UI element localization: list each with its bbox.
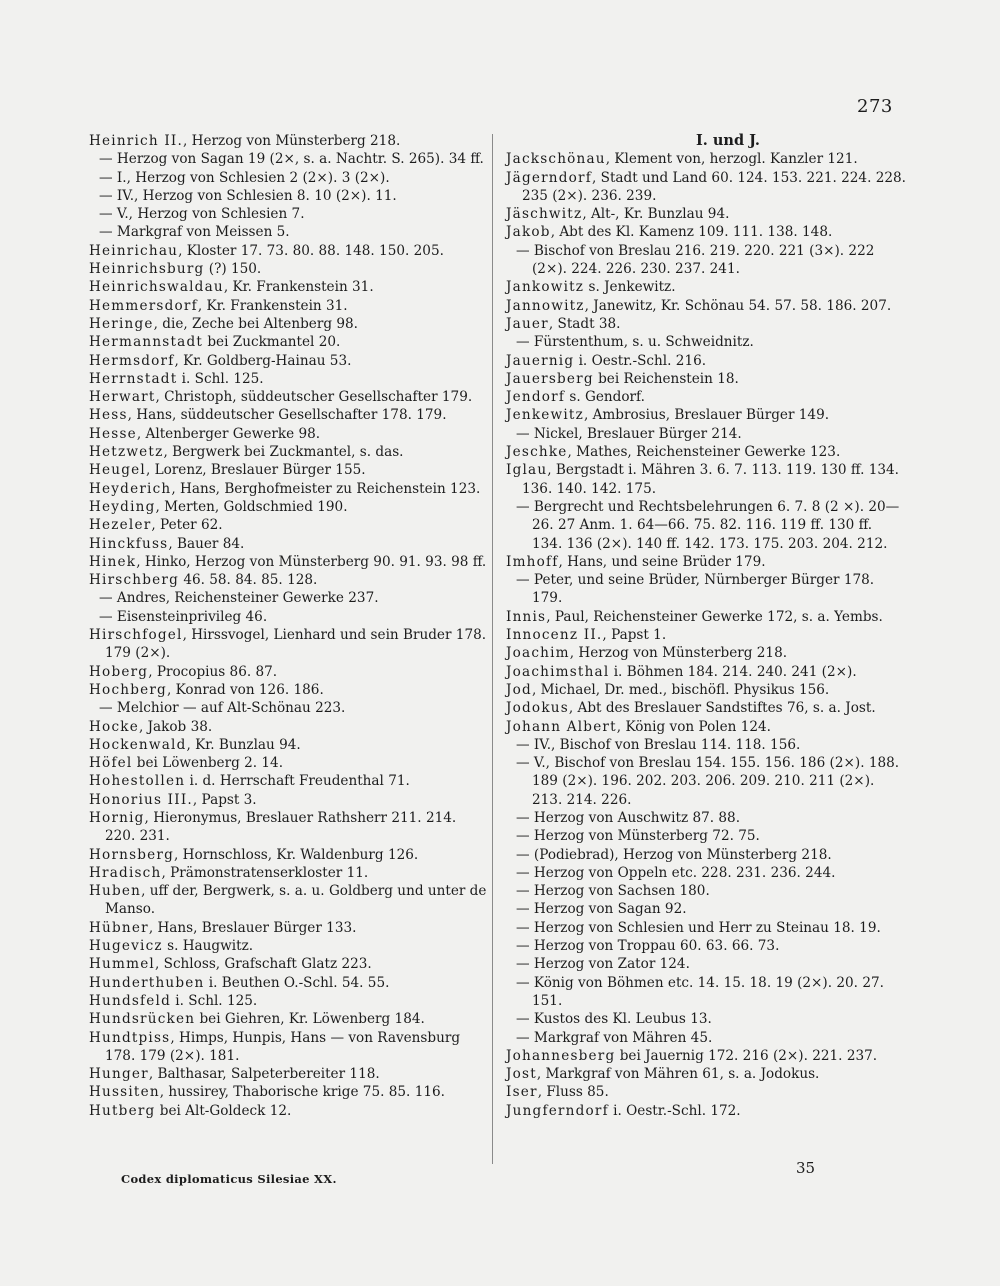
entry-text: , Peter 62.	[151, 517, 223, 534]
entry-lemma: Hezeler	[89, 517, 152, 534]
entry-text: , Hieronymus, Breslauer Rathsherr 211. 214. 220. 231.	[105, 809, 457, 845]
entry-lemma: Hussiten	[89, 1084, 160, 1101]
entry-text: — Herzog von Schlesien und Herr zu Steinau 18. 19.	[516, 919, 881, 936]
entry-lemma: Heugel	[89, 462, 146, 479]
index-subentry	[506, 242, 906, 279]
index-subentry	[506, 919, 906, 937]
index-subentry	[89, 150, 489, 168]
index-subentry	[506, 955, 906, 973]
index-entry	[89, 681, 489, 699]
entry-text: , Konrad von 126. 186.	[166, 681, 324, 698]
entry-lemma: Heringe	[89, 315, 154, 332]
entry-text: — Herzog von Oppeln etc. 228. 231. 236. 244.	[516, 864, 836, 881]
index-subentry	[506, 974, 906, 1011]
entry-lemma: Heinrichsburg	[89, 261, 205, 278]
index-entry	[506, 205, 906, 223]
index-subentry	[506, 571, 906, 608]
index-column-right	[506, 132, 906, 1120]
entry-text: , Bauer 84.	[168, 535, 245, 552]
index-entry	[89, 1083, 489, 1101]
entry-lemma: Hocke	[89, 718, 139, 735]
entry-text: — Eisensteinprivileg 46.	[99, 608, 268, 625]
index-entry	[89, 1029, 489, 1066]
index-subentry	[89, 608, 489, 626]
entry-lemma: Hinckfuss	[89, 535, 169, 552]
entry-lemma: Hesse	[89, 425, 137, 442]
index-subentry	[89, 699, 489, 717]
entry-text: , Herzog von Münsterberg 218.	[183, 133, 401, 149]
entry-text: — Herzog von Münsterberg 72. 75.	[516, 828, 760, 845]
index-entry	[89, 516, 489, 534]
entry-text: — Andres, Reichensteiner Gewerke 237.	[99, 590, 379, 607]
entry-lemma: Jost	[506, 1066, 537, 1083]
index-entry	[89, 791, 489, 809]
entry-lemma: Hunger	[89, 1066, 149, 1083]
index-entry	[89, 955, 489, 973]
entry-text: , Abt des Breslauer Sandstiftes 76, s. a. Jost.	[568, 700, 876, 717]
entry-lemma: Joachimsthal	[506, 663, 610, 680]
index-entry	[506, 1102, 906, 1120]
entry-lemma: Heyding	[89, 498, 156, 515]
index-entry	[89, 736, 489, 754]
entry-text: , Hornschloss, Kr. Waldenburg 126.	[174, 846, 419, 863]
entry-lemma: Hornig	[89, 809, 145, 826]
index-entry	[506, 370, 906, 388]
index-entry	[89, 553, 489, 571]
index-entry	[506, 223, 906, 241]
index-entry	[89, 333, 489, 351]
index-subentry	[506, 498, 906, 553]
entry-text: — Fürstenthum, s. u. Schweidnitz.	[516, 334, 754, 351]
index-subentry	[506, 809, 906, 827]
entry-text: (?) 150.	[204, 261, 262, 278]
entry-text: , Hans, Breslauer Bürger 133.	[148, 919, 357, 936]
entry-text: , Janewitz, Kr. Schönau 54. 57. 58. 186. 207.	[584, 297, 892, 314]
index-entry	[89, 974, 489, 992]
entry-text: , hussirey, Thaborische krige 75. 85. 116.	[159, 1084, 445, 1101]
entry-lemma: Jakob	[506, 224, 551, 241]
index-entry	[89, 388, 489, 406]
entry-text: — Herzog von Sachsen 180.	[516, 883, 710, 900]
index-entry	[89, 772, 489, 790]
entry-text: — Herzog von Sagan 92.	[516, 901, 687, 918]
entry-text: , Altenberger Gewerke 98.	[136, 425, 321, 442]
entry-lemma: Jauersberg	[506, 370, 594, 387]
entry-lemma: Hess	[89, 407, 128, 424]
entry-lemma: Hirschberg	[89, 572, 179, 589]
index-subentry	[506, 882, 906, 900]
entry-text: i. Böhmen 184. 214. 240. 241 (2×).	[609, 663, 857, 680]
index-entry	[89, 992, 489, 1010]
entry-lemma: Hundtpiss	[89, 1029, 171, 1046]
entry-lemma: Hermsdorf	[89, 352, 175, 369]
entry-lemma: Herrnstadt	[89, 370, 178, 387]
entry-text: i. Schl. 125.	[177, 370, 264, 387]
index-entry	[506, 608, 906, 626]
entry-lemma: Jackschönau	[506, 151, 606, 168]
entry-lemma: Innis	[506, 608, 547, 625]
entry-text: , Hans, und seine Brüder 179.	[558, 553, 766, 570]
entry-text: i. Oestr.-Schl. 216.	[574, 352, 707, 369]
entry-lemma: Hornsberg	[89, 846, 175, 863]
index-entry	[89, 443, 489, 461]
entry-text: s. Haugwitz.	[162, 938, 254, 955]
index-entry	[89, 846, 489, 864]
entry-text: — V., Bischof von Breslau 154. 155. 156. 186 (2×). 188. 189 (2×). 196. 202. 203. 206. 209. 210. 211 (2×). 213. 214. 226.	[516, 755, 900, 808]
page-number: 273	[857, 96, 893, 117]
entry-lemma: Jauer	[506, 315, 549, 332]
entry-text: , Markgraf von Mähren 61, s. a. Jodokus.	[536, 1066, 820, 1083]
index-entry	[89, 535, 489, 553]
index-entry	[506, 626, 906, 644]
entry-text: — Nickel, Breslauer Bürger 214.	[516, 425, 742, 442]
index-entry	[506, 553, 906, 571]
entry-text: — Herzog von Sagan 19 (2×, s. a. Nachtr. S. 265). 34 ff.	[99, 151, 484, 168]
index-subentry	[506, 754, 906, 809]
entry-text: — Bischof von Breslau 216. 219. 220. 221 (3×). 222 (2×). 224. 226. 230. 237. 241.	[516, 242, 875, 278]
entry-lemma: Hinek	[89, 553, 137, 570]
entry-text: , Jakob 38.	[138, 718, 213, 735]
entry-lemma: Iser	[506, 1084, 538, 1101]
index-entry	[89, 425, 489, 443]
index-entry	[89, 1102, 489, 1120]
entry-lemma: Hirschfogel	[89, 627, 183, 644]
index-entry	[89, 498, 489, 516]
entry-text: , Procopius 86. 87.	[148, 663, 278, 680]
entry-text: i. Oestr.-Schl. 172.	[608, 1102, 741, 1119]
entry-text: bei Alt-Goldeck 12.	[155, 1102, 292, 1119]
index-subentry	[506, 1010, 906, 1028]
index-entry	[506, 150, 906, 168]
entry-text: , Christoph, süddeutscher Gesellschafter 179.	[155, 389, 473, 406]
entry-lemma: Jauernig	[506, 352, 575, 369]
entry-text: , Merten, Goldschmied 190.	[155, 498, 348, 515]
index-entry	[506, 663, 906, 681]
index-entry	[89, 571, 489, 589]
entry-text: , uff der, Bergwerk, s. a. u. Goldberg und unter de Manso.	[105, 883, 487, 918]
entry-lemma: Heinrichau	[89, 242, 179, 259]
index-entry	[89, 919, 489, 937]
column-divider	[492, 134, 493, 1164]
entry-lemma: Jäschwitz	[506, 206, 583, 223]
entry-text: , Klement von, herzogl. Kanzler 121.	[605, 151, 858, 168]
index-entry	[506, 443, 906, 461]
entry-text: , Mathes, Reichensteiner Gewerke 123.	[567, 444, 841, 461]
entry-lemma: Hetzwetz	[89, 444, 164, 461]
index-subentry	[506, 900, 906, 918]
entry-text: i. Beuthen O.-Schl. 54. 55.	[204, 974, 390, 991]
entry-lemma: Heinrichswaldau	[89, 279, 224, 296]
entry-text: — Peter, und seine Brüder, Nürnberger Bürger 178. 179.	[516, 572, 875, 607]
entry-text: , Herzog von Münsterberg 218.	[569, 645, 788, 662]
index-entry	[89, 406, 489, 424]
entry-lemma: Jungferndorf	[506, 1102, 609, 1119]
index-entry	[506, 388, 906, 406]
index-entry	[506, 297, 906, 315]
entry-lemma: Hockenwald	[89, 736, 187, 753]
entry-lemma: Jeschke	[506, 444, 568, 461]
entry-lemma: Heinrich II.	[89, 133, 183, 149]
index-entry	[506, 315, 906, 333]
entry-text: s. Jenkewitz.	[584, 279, 676, 296]
entry-text: , Himps, Hunpis, Hans — von Ravensburg 178. 179 (2×). 181.	[105, 1029, 461, 1064]
entry-text: — IV., Herzog von Schlesien 8. 10 (2×). 11.	[99, 187, 397, 204]
entry-text: , Stadt 38.	[548, 315, 621, 332]
entry-lemma: Hoberg	[89, 663, 149, 680]
index-subentry	[89, 223, 489, 241]
footer-series-title: Codex diplomaticus Silesiae XX.	[121, 1172, 337, 1186]
entry-lemma: Jenkewitz	[506, 407, 584, 424]
entry-text: , Schloss, Grafschaft Glatz 223.	[154, 956, 372, 973]
entry-lemma: Iglau	[506, 462, 548, 479]
index-subentry	[506, 827, 906, 845]
entry-lemma: Hradisch	[89, 864, 162, 881]
entry-text: , Kr. Frankenstein 31.	[223, 279, 374, 296]
entry-text: — Melchior — auf Alt-Schönau 223.	[99, 700, 346, 717]
index-entry	[89, 809, 489, 846]
index-entry	[506, 681, 906, 699]
entry-lemma: Jendorf	[506, 389, 566, 406]
entry-text: bei Löwenberg 2. 14.	[132, 755, 284, 772]
entry-lemma: Hundsrücken	[89, 1011, 196, 1028]
entry-lemma: Jägerndorf	[506, 169, 592, 186]
entry-text: , Hans, Berghofmeister zu Reichenstein 123.	[171, 480, 481, 497]
entry-lemma: Hohestollen	[89, 773, 186, 790]
entry-text: — König von Böhmen etc. 14. 15. 18. 19 (2×). 20. 27. 151.	[516, 974, 884, 1009]
index-subentry	[506, 1029, 906, 1047]
entry-lemma: Hugevicz	[89, 938, 163, 955]
index-entry	[89, 352, 489, 370]
index-entry	[506, 352, 906, 370]
entry-text: s. Gendorf.	[565, 389, 645, 406]
entry-lemma: Hübner	[89, 919, 149, 936]
index-entry	[89, 370, 489, 388]
index-entry	[89, 461, 489, 479]
index-column-left	[89, 132, 489, 1120]
entry-lemma: Hunderthuben	[89, 974, 205, 991]
entry-text: , Prämonstratenserkloster 11.	[161, 864, 369, 881]
entry-text: — Markgraf von Mähren 45.	[516, 1029, 713, 1046]
entry-text: 46. 58. 84. 85. 128.	[179, 572, 318, 589]
entry-text: , Paul, Reichensteiner Gewerke 172, s. a. Yembs.	[546, 608, 883, 625]
entry-text: — I., Herzog von Schlesien 2 (2×). 3 (2×).	[99, 169, 390, 186]
index-entry	[89, 315, 489, 333]
index-subentry	[506, 425, 906, 443]
entry-text: , Bergstadt i. Mähren 3. 6. 7. 113. 119. 130 ff. 134. 136. 140. 142. 175.	[522, 462, 899, 497]
index-entry	[89, 663, 489, 681]
entry-text: , König von Polen 124.	[616, 718, 771, 735]
index-subentry	[89, 187, 489, 205]
index-entry	[506, 461, 906, 498]
entry-lemma: Hutberg	[89, 1102, 156, 1119]
entry-lemma: Höfel	[89, 755, 133, 772]
entry-lemma: Hemmersdorf	[89, 297, 198, 314]
index-subentry	[506, 736, 906, 754]
entry-text: , Papst 1.	[602, 627, 667, 644]
entry-lemma: Hermannstadt	[89, 334, 204, 351]
entry-lemma: Heyderich	[89, 480, 172, 497]
entry-lemma: Hummel	[89, 956, 155, 973]
entry-text: — Herzog von Troppau 60. 63. 66. 73.	[516, 938, 780, 955]
entry-lemma: Jod	[506, 681, 532, 698]
entry-text: , Papst 3.	[192, 791, 257, 808]
index-entry	[89, 754, 489, 772]
entry-text: , Alt-, Kr. Bunzlau 94.	[582, 206, 730, 223]
entry-lemma: Huben	[89, 883, 142, 900]
entry-text: , Bergwerk bei Zuckmantel, s. das.	[163, 444, 404, 461]
entry-text: — Markgraf von Meissen 5.	[99, 224, 290, 241]
index-entry	[89, 718, 489, 736]
entry-lemma: Innocenz II.	[506, 627, 603, 644]
entry-text: bei Jauernig 172. 216 (2×). 221. 237.	[615, 1047, 878, 1064]
index-entry	[506, 1083, 906, 1101]
entry-lemma: Joachim	[506, 645, 570, 662]
index-entry	[506, 278, 906, 296]
entry-lemma: Honorius III.	[89, 791, 193, 808]
entry-lemma: Jodokus	[506, 700, 569, 717]
entry-text: , Stadt und Land 60. 124. 153. 221. 224. 228. 235 (2×). 236. 239.	[522, 169, 906, 204]
entry-text: , Kr. Bunzlau 94.	[186, 736, 301, 753]
entry-text: , Hinko, Herzog von Münsterberg 90. 91. 93. 98 ff.	[136, 553, 487, 570]
entry-text: — Herzog von Auschwitz 87. 88.	[516, 809, 741, 826]
entry-text: bei Zuckmantel 20.	[203, 334, 341, 351]
index-entry	[89, 260, 489, 278]
index-entry	[89, 278, 489, 296]
entry-text: , Lorenz, Breslauer Bürger 155.	[145, 462, 366, 479]
entry-text: , Hirssvogel, Lienhard und sein Bruder 178. 179 (2×).	[105, 627, 487, 662]
index-entry	[506, 718, 906, 736]
index-entry	[89, 1010, 489, 1028]
entry-text: , Balthasar, Salpeterbereiter 118.	[148, 1066, 380, 1083]
entry-lemma: Johannesberg	[506, 1047, 616, 1064]
entry-text: i. d. Herrschaft Freudenthal 71.	[185, 773, 410, 790]
entry-lemma: Imhoff	[506, 553, 559, 570]
entry-lemma: Hundsfeld	[89, 992, 171, 1009]
index-subentry	[506, 846, 906, 864]
index-entry	[89, 882, 489, 919]
index-subentry	[89, 169, 489, 187]
index-entry	[506, 406, 906, 424]
index-entry	[89, 480, 489, 498]
entry-text: , Ambrosius, Breslauer Bürger 149.	[583, 407, 830, 424]
index-entry	[89, 297, 489, 315]
entry-text: — IV., Bischof von Breslau 114. 118. 156.	[516, 736, 801, 753]
index-entry	[89, 242, 489, 260]
entry-text: , Abt des Kl. Kamenz 109. 111. 138. 148.	[550, 224, 833, 241]
entry-text: i. Schl. 125.	[170, 992, 258, 1009]
entry-text: , Kr. Frankenstein 31.	[197, 297, 348, 314]
entry-text: — Kustos des Kl. Leubus 13.	[516, 1011, 712, 1028]
entry-text: — Herzog von Zator 124.	[516, 956, 690, 973]
index-subentry	[506, 937, 906, 955]
entry-lemma: Johann Albert	[506, 718, 617, 735]
index-subentry	[506, 333, 906, 351]
index-entry	[506, 1065, 906, 1083]
entry-text: , Kr. Goldberg-Hainau 53.	[174, 352, 352, 369]
entry-text: , Kloster 17. 73. 80. 88. 148. 150. 205.	[178, 242, 444, 259]
entry-text: bei Reichenstein 18.	[593, 370, 739, 387]
entry-lemma: Jannowitz	[506, 297, 585, 314]
entry-lemma: Jankowitz	[506, 279, 585, 296]
index-subentry	[506, 864, 906, 882]
index-entry	[89, 1065, 489, 1083]
entry-text: , die, Zeche bei Altenberg 98.	[153, 315, 358, 332]
entry-text: , Michael, Dr. med., bischöfl. Physikus 156.	[531, 681, 830, 698]
index-subentry	[89, 589, 489, 607]
index-entry	[89, 132, 489, 150]
index-entry	[506, 169, 906, 206]
section-heading: I. und J.	[696, 132, 760, 149]
index-entry	[89, 626, 489, 663]
entry-text: — Bergrecht und Rechtsbelehrungen 6. 7. 8 (2 ×). 20—26. 27 Anm. 1. 64—66. 75. 82. 116. 119 ff. 130 ff. 134. 136 (2×). 140 ff. 142. 173. 175. 203. 204. 212.	[516, 498, 900, 552]
index-entry	[506, 644, 906, 662]
entry-text: bei Giehren, Kr. Löwenberg 184.	[195, 1011, 425, 1028]
index-entry	[89, 937, 489, 955]
entry-lemma: Herwart	[89, 389, 156, 406]
entry-text: , Fluss 85.	[537, 1084, 609, 1101]
entry-text: — (Podiebrad), Herzog von Münsterberg 218.	[516, 846, 832, 863]
index-entry	[506, 699, 906, 717]
entry-lemma: Hochberg	[89, 681, 167, 698]
signature-mark: 35	[796, 1159, 816, 1177]
entry-text: , Hans, süddeutscher Gesellschafter 178. 179.	[127, 407, 447, 424]
index-entry	[506, 1047, 906, 1065]
entry-text: — V., Herzog von Schlesien 7.	[99, 206, 305, 223]
index-subentry	[89, 205, 489, 223]
index-entry	[89, 864, 489, 882]
